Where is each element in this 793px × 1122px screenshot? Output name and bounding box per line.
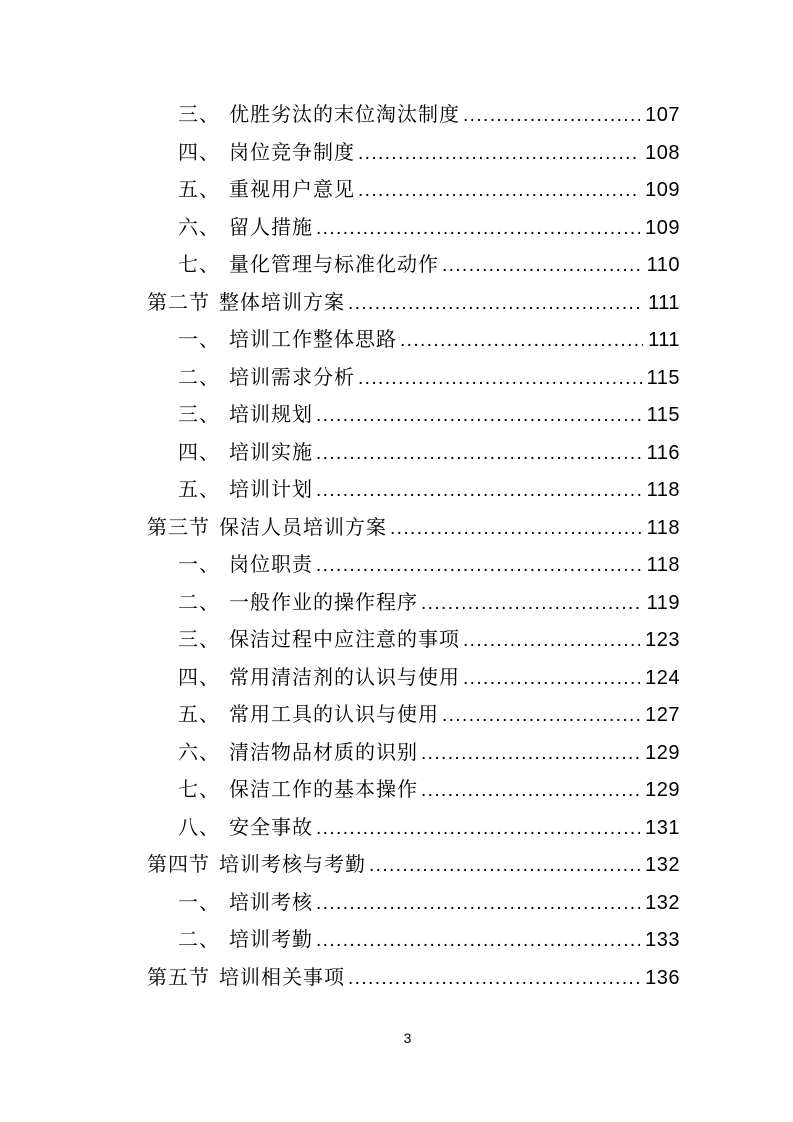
toc-entry[interactable] [178, 660, 680, 698]
toc-dot-leader [463, 660, 640, 698]
toc-dot-leader [348, 960, 640, 998]
toc-dot-leader [316, 885, 640, 923]
toc-entry-number: 第四节 [147, 854, 210, 876]
toc-entry-title: 培训相关事项 [219, 966, 345, 989]
toc-entry[interactable] [178, 585, 680, 623]
toc-entry-title: 培训需求分析 [229, 366, 355, 389]
toc-entry[interactable] [178, 810, 680, 848]
toc-entry-title: 培训工作整体思路 [229, 329, 397, 351]
toc-entry-page: 108 [645, 141, 680, 164]
toc-entry-title: 保洁人员培训方案 [219, 516, 387, 539]
toc-entry[interactable] [178, 885, 680, 923]
toc-entry-title: 量化管理与标准化动作 [229, 254, 439, 276]
toc-entry-title: 保洁工作的基本操作 [229, 779, 418, 801]
toc-dot-leader [316, 810, 640, 848]
toc-entry-title: 培训考核与考勤 [219, 854, 366, 876]
toc-entry-number: 六、 [178, 216, 220, 239]
table-of-contents [147, 97, 680, 997]
toc-entry-number: 一、 [178, 554, 220, 576]
toc-dot-leader [316, 210, 640, 248]
toc-entry[interactable] [147, 285, 680, 323]
toc-entry[interactable] [178, 210, 680, 248]
toc-entry-number: 二、 [178, 366, 220, 389]
toc-entry-number: 四、 [178, 441, 220, 464]
toc-entry-title: 岗位职责 [229, 554, 313, 576]
toc-entry[interactable] [178, 135, 680, 173]
toc-entry[interactable] [178, 322, 680, 360]
toc-entry-title: 常用清洁剂的认识与使用 [229, 666, 460, 689]
toc-entry-page: 115 [646, 366, 680, 389]
toc-entry-number: 一、 [178, 329, 220, 351]
toc-entry-title: 常用工具的认识与使用 [229, 704, 439, 726]
toc-entry[interactable] [178, 735, 680, 773]
toc-entry-title: 整体培训方案 [219, 291, 345, 314]
toc-entry-number: 五、 [178, 704, 220, 726]
toc-entry[interactable] [178, 397, 680, 435]
toc-entry-number: 二、 [178, 591, 220, 614]
toc-entry[interactable] [178, 697, 680, 735]
toc-entry-title: 培训规划 [229, 404, 313, 426]
toc-entry-title: 留人措施 [229, 216, 313, 239]
toc-entry-page: 124 [645, 666, 680, 689]
toc-entry-title: 培训考勤 [229, 929, 313, 951]
toc-entry-page: 127 [645, 704, 680, 726]
toc-dot-leader [348, 285, 643, 323]
toc-entry-title: 安全事故 [229, 816, 313, 839]
toc-entry-page: 129 [645, 741, 680, 764]
toc-entry[interactable] [178, 472, 680, 510]
footer-page-number: 3 [403, 1030, 412, 1046]
toc-entry[interactable] [178, 772, 680, 810]
toc-entry-page: 111 [648, 291, 680, 314]
toc-entry-page: 118 [646, 479, 680, 501]
toc-dot-leader [358, 135, 640, 173]
toc-entry-page: 123 [645, 629, 680, 651]
toc-entry[interactable] [178, 622, 680, 660]
toc-dot-leader [316, 435, 642, 473]
toc-entry-page: 109 [645, 216, 680, 239]
toc-entry-title: 重视用户意见 [229, 179, 355, 201]
toc-entry-number: 七、 [178, 779, 220, 801]
toc-entry-page: 115 [646, 404, 680, 426]
toc-entry[interactable] [147, 847, 680, 885]
toc-entry-title: 培训考核 [229, 891, 313, 914]
toc-dot-leader [316, 397, 642, 435]
toc-entry[interactable] [178, 172, 680, 210]
toc-entry-page: 116 [646, 441, 680, 464]
toc-entry-title: 优胜劣汰的末位淘汰制度 [229, 104, 460, 126]
toc-entry[interactable] [147, 960, 680, 998]
toc-entry-number: 第三节 [147, 516, 210, 539]
toc-entry-number: 七、 [178, 254, 220, 276]
toc-entry-number: 第五节 [147, 966, 210, 989]
toc-dot-leader [369, 847, 640, 885]
toc-dot-leader [421, 585, 642, 623]
toc-dot-leader [358, 360, 642, 398]
toc-entry-title: 培训实施 [229, 441, 313, 464]
toc-entry-page: 118 [646, 554, 680, 576]
toc-entry-page: 109 [645, 179, 680, 201]
toc-dot-leader [463, 97, 640, 135]
toc-entry-page: 118 [646, 516, 680, 539]
toc-entry-page: 131 [645, 816, 680, 839]
toc-entry-number: 三、 [178, 629, 220, 651]
toc-entry[interactable] [178, 922, 680, 960]
toc-entry-page: 132 [645, 854, 680, 876]
toc-entry-number: 六、 [178, 741, 220, 764]
toc-entry[interactable] [147, 510, 680, 548]
toc-entry-number: 四、 [178, 666, 220, 689]
toc-entry-page: 107 [645, 104, 680, 126]
toc-entry-title: 岗位竞争制度 [229, 141, 355, 164]
toc-entry-page: 119 [646, 591, 680, 614]
toc-dot-leader [400, 322, 643, 360]
toc-dot-leader [390, 510, 642, 548]
toc-dot-leader [358, 172, 640, 210]
toc-dot-leader [316, 922, 640, 960]
toc-entry-page: 132 [645, 891, 680, 914]
toc-entry-number: 三、 [178, 104, 220, 126]
toc-entry-number: 三、 [178, 404, 220, 426]
toc-entry[interactable] [178, 360, 680, 398]
toc-entry-page: 129 [645, 779, 680, 801]
toc-entry-number: 五、 [178, 179, 220, 201]
toc-entry-number: 五、 [178, 479, 220, 501]
toc-entry-page: 133 [645, 929, 680, 951]
toc-entry-title: 清洁物品材质的识别 [229, 741, 418, 764]
toc-dot-leader [442, 247, 642, 285]
toc-dot-leader [316, 472, 642, 510]
toc-entry-page: 111 [648, 329, 680, 351]
toc-entry[interactable] [178, 247, 680, 285]
toc-entry-title: 培训计划 [229, 479, 313, 501]
toc-entry-page: 136 [645, 966, 680, 989]
toc-entry-number: 八、 [178, 816, 220, 839]
toc-entry-number: 四、 [178, 141, 220, 164]
toc-entry-title: 保洁过程中应注意的事项 [229, 629, 460, 651]
toc-entry[interactable] [178, 547, 680, 585]
toc-entry-page: 110 [646, 254, 680, 276]
toc-dot-leader [316, 547, 642, 585]
toc-dot-leader [463, 622, 640, 660]
toc-dot-leader [421, 772, 640, 810]
toc-entry-number: 二、 [178, 929, 220, 951]
toc-dot-leader [421, 735, 640, 773]
toc-dot-leader [442, 697, 640, 735]
toc-entry[interactable] [178, 435, 680, 473]
toc-entry-number: 一、 [178, 891, 220, 914]
toc-entry[interactable] [178, 97, 680, 135]
toc-entry-title: 一般作业的操作程序 [229, 591, 418, 614]
toc-entry-number: 第二节 [147, 291, 210, 314]
